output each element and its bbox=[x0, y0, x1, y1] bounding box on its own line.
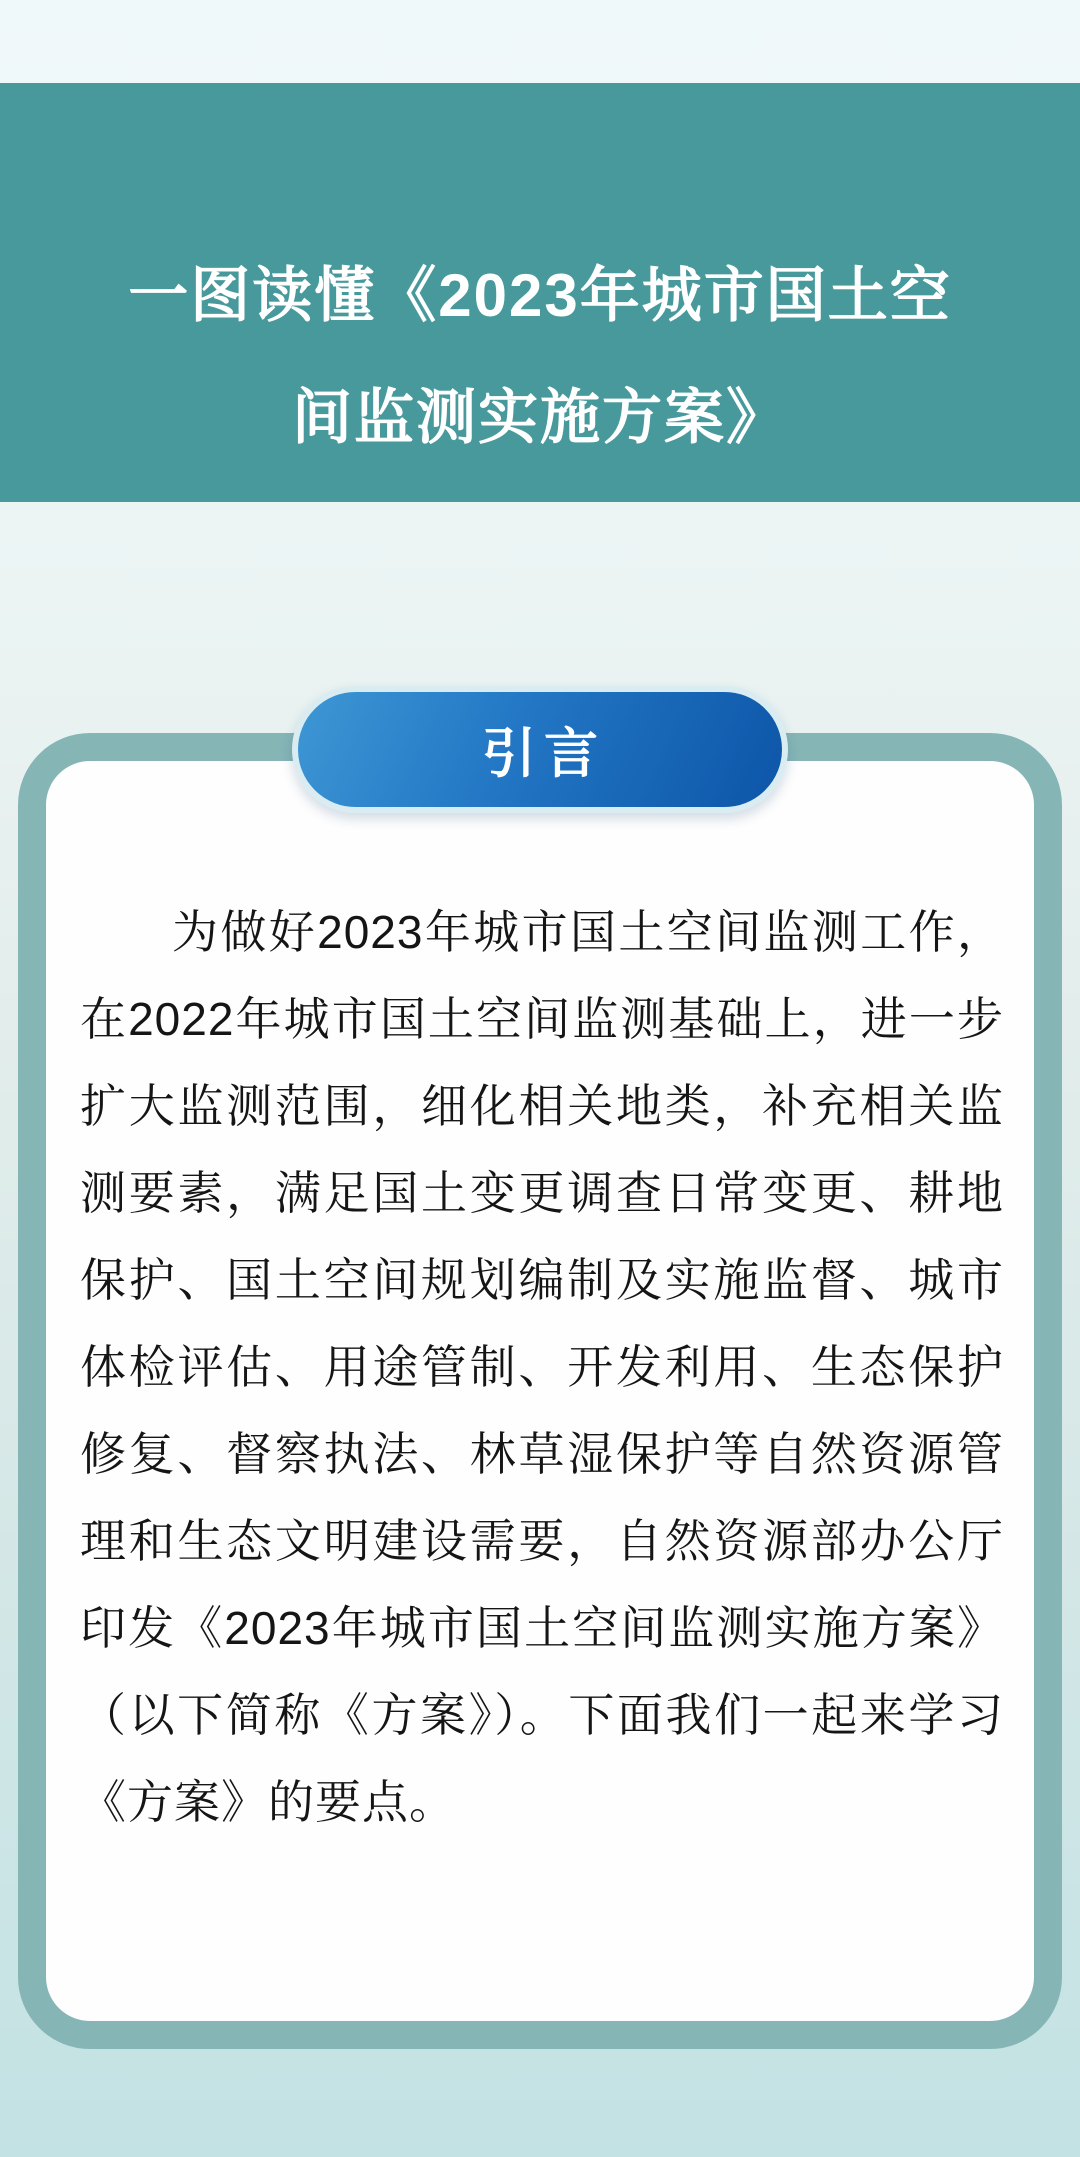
intro-card bbox=[18, 724, 1062, 2049]
intro-paragraph: 为做好2023年城市国土空间监测工作，在2022年城市国土空间监测基础上，进一步扩大监测范围，细化相关地类，补充相关监测要素，满足国土变更调查日常变更、耕地保护、国土空间规划编制及实施监督、城市体检评估、用途管制、开发利用、生态保护修复、督察执法、林草湿保护等自然资源管理和生态文明建设需要，自然资源部办公厅印发《2023年城市国土空间监测实施方案》（以下简称《方案》）。下面我们一起来学习《方案》的要点。 bbox=[80, 906, 1004, 1828]
page-title-line-1: 一图读懂《2023年城市国土空 bbox=[128, 262, 952, 329]
header-band bbox=[0, 83, 1080, 502]
intro-section-badge bbox=[292, 686, 788, 813]
intro-card-body bbox=[46, 761, 1034, 2021]
intro-badge-label: 引言 bbox=[482, 724, 606, 784]
page-title-line-2: 间监测实施方案》 bbox=[292, 384, 788, 451]
